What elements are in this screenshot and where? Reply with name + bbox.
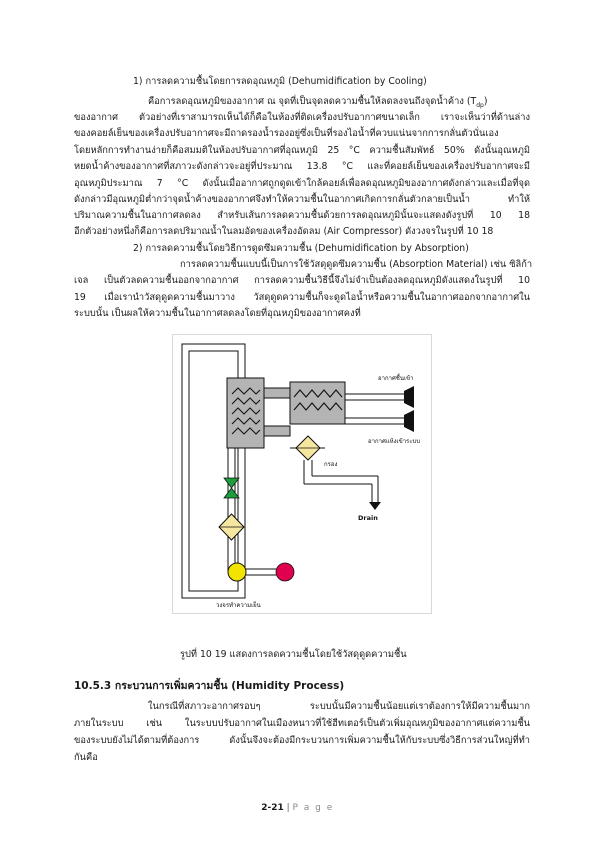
p2-line-3: 19 เมื่อเรานำวัสดุดูดความชื้นมาวาง วัสดุดูดความชื้นก็จะดูดไอน้ำหรือความชื้นในอากาศออกจากอากาศใน	[74, 292, 530, 303]
compressor-dot	[276, 563, 294, 581]
desiccant-dehumidifier-diagram	[172, 334, 432, 614]
label-drain: Drain	[358, 514, 378, 522]
label-filter: กรอง	[324, 461, 338, 468]
section-heading: 10.5.3 กระบวนการเพิ่มความชื้น (Humidity Process)	[74, 680, 345, 692]
sight-glass	[228, 563, 246, 581]
section-p-line-2: ภายในระบบ เช่น ในระบบปรับอากาศในเมืองหนาวที่ใช้ฮีทเตอร์เป็นตัวเพิ่มอุณหภูมิของอากาศแต่ความชื้น	[74, 718, 530, 729]
footer-separator: |	[283, 803, 293, 813]
p1-line-7: ดังกล่าวมีอุณหภูมิต่ำกว่าจุดน้ำค้างของอากาศจึงทำให้ความชื้นในอากาศเกิดการกลั่นตัวกลายเป็นน้ำ ทำให้	[74, 194, 530, 205]
p1-line-2: ของอากาศ ตัวอย่างที่เราสามารถเห็นได้ก็คือในห้องที่ติดเครื่องปรับอากาศขนาดเล็ก เราจะเห็นว่าที่ด้านล่าง	[74, 112, 530, 123]
label-cycle: วงจรทำความเย็น	[216, 602, 261, 609]
figure-caption: รูปที่ 10 19 แสดงการลดความชื้นโดยใช้วัสดุดูดความชื้น	[180, 649, 407, 660]
page-number: 2-21	[261, 803, 284, 813]
p2-line-1: การลดความชื้นแบบนี้เป็นการใช้วัสดุดูดซึมความชื้น (Absorption Material) เช่น ซิลิก้า	[180, 259, 533, 270]
heat-exchanger-outer	[290, 382, 345, 424]
p1-line-1: คือการลดอุณหภูมิของอากาศ ณ จุดที่เป็นจุดลดความชื้นให้ลดลงจนถึงจุดน้ำค้าง $(T_{dp})$	[148, 96, 488, 109]
section-p-line-4: กันคือ	[74, 752, 98, 763]
p1-line-4: โดยหลักการทำงานง่ายก็คือสมมติในห้องปรับอากาศที่อุณหภูมิ 25 °C ความชื้นสัมพัทธ์ 50% ดังนั้นอุณหภูมิ	[74, 145, 530, 156]
p1-line-8: ปริมาณความชื้นในอากาศลดลง สำหรับเส้นการลดความชื้นด้วยการลดอุณหภูมินั้นจะแสดงดังรูปที่ 10 18	[74, 210, 530, 221]
label-air-out: อากาศแห้งเข้าระบบ	[368, 438, 421, 445]
section-p-line-3: ของระบบยังไม่ได้ตามที่ต้องการ ดังนั้นจึงจะต้องมีกระบวนการเพิ่มความชื้นให้กับระบบซึ่งวิธีการส่วนใหญ่ที่ทำ	[74, 735, 530, 746]
p1-line-3: ของคอยล์เย็นของเครื่องปรับอากาศจะมีถาดรองน้ำรองอยู่ซึ่งเป็นที่รองไอน้ำที่ควบแน่นจากการกลั่นตัวนั่นเอง	[74, 128, 499, 139]
item2-title: 2) การลดความชื้นโดยวิธีการดูดซึมความชื้น (Dehumidification by Absorption)	[133, 243, 469, 254]
p2-line-4: ระบบนั้น เป็นผลให้ความชื้นในอากาศลดลงโดยที่อุณหภูมิของอากาศคงที่	[74, 308, 361, 319]
label-air-in: อากาศชื้นเข้า	[378, 375, 414, 382]
p1-line-5: หยดน้ำค้างของอากาศที่สภาวะดังกล่าวจะอยู่ที่ประมาณ 13.8 °C และที่คอยล์เย็นของเครื่องปรับอากาศจะมี	[74, 161, 530, 172]
p1-line-6: อุณหภูมิประมาณ 7 °C ดังนั้นเมื่ออากาศถูกดูดเข้าใกล้คอยล์เพื่อลดอุณหภูมิของอากาศดังกล่าวและเมื่อที่จุด	[74, 178, 530, 189]
item1-title: 1) การลดความชื้นโดยการลดอุณหภูมิ (Dehumidification by Cooling)	[133, 76, 427, 87]
footer-page-word: P a g e	[292, 803, 334, 813]
section-p-line-1: ในกรณีที่สภาวะอากาศรอบๆ ระบบนั้นมีความชื้นน้อยแต่เราต้องการให้มีความชื้นมาก	[148, 701, 530, 712]
lower-duct	[264, 426, 290, 436]
p1-line-9: อีกตัวอย่างหนึ่งก็คือการลดปริมาณน้ำในลมอัดของเครื่องอัดลม (Air Compressor) ดังวงจรในรูปที่ 10 18	[74, 226, 494, 237]
connecting-duct	[264, 388, 290, 398]
page-footer	[0, 803, 595, 813]
p2-line-2: เจล เป็นตัวลดความชื้นออกจากอากาศ การลดความชื้นวิธีนี้จึงไม่จำเป็นต้องลดอุณหภูมิดังแสดงในรูปที่ 10	[74, 275, 530, 286]
